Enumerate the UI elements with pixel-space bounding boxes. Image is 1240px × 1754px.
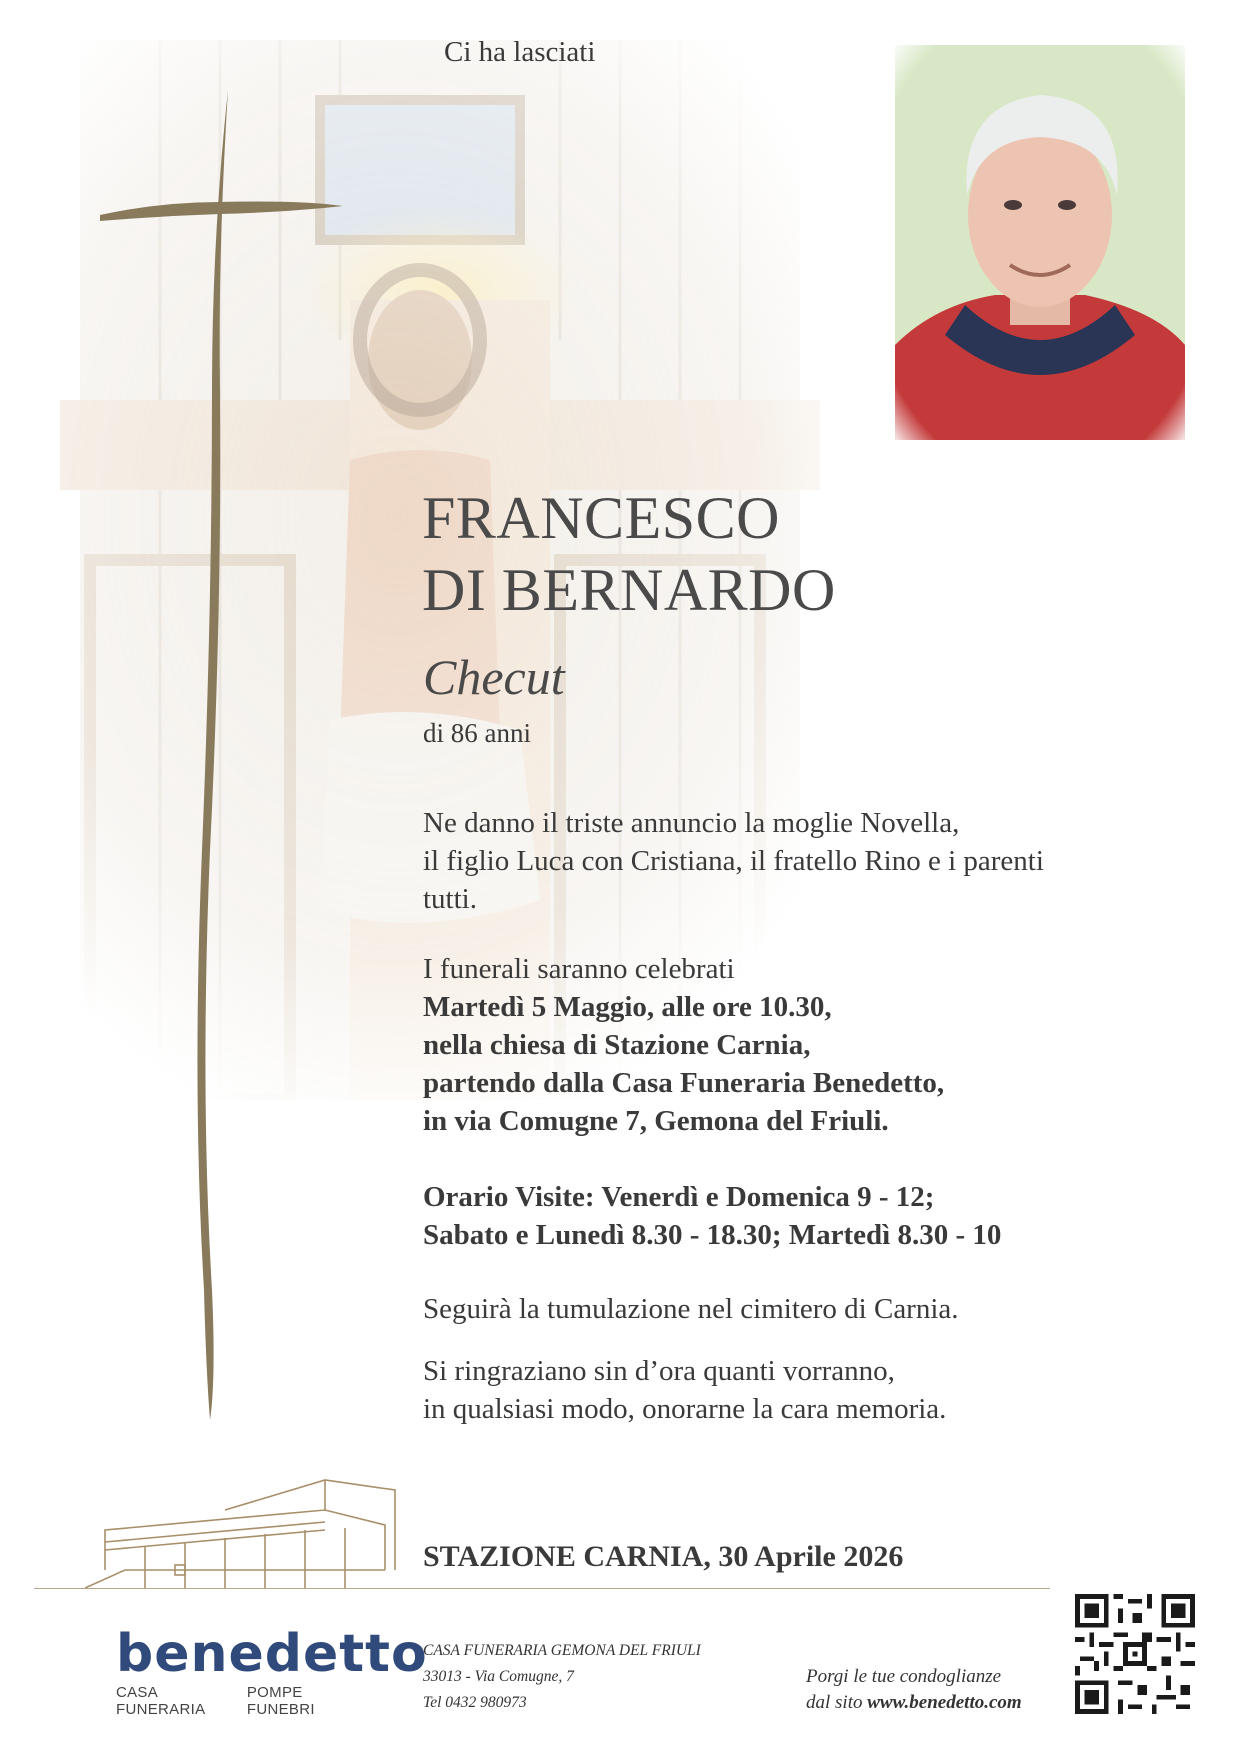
website-link[interactable]: www.benedetto.com bbox=[867, 1692, 1022, 1713]
contact-line: 33013 - Via Comugne, 7 bbox=[423, 1668, 574, 1685]
funeral-line: partendo dalla Casa Funeraria Benedetto, bbox=[423, 1067, 945, 1099]
logo-wordmark: benedetto bbox=[116, 1624, 428, 1684]
funeral-home-building-icon bbox=[85, 1470, 405, 1605]
announcement-line: Ne danno il triste annuncio la moglie Novella, bbox=[423, 807, 960, 839]
burial-text: Seguirà la tumulazione nel cimitero di Carnia. bbox=[423, 1293, 959, 1325]
announcement-paragraph bbox=[423, 804, 1063, 918]
contact-line: Tel 0432 980973 bbox=[423, 1694, 527, 1711]
condolences-line bbox=[806, 1690, 1022, 1716]
thanks-line: Si ringraziano sin d’ora quanti vorranno, bbox=[423, 1355, 895, 1387]
visits-line: Orario Visite: Venerdì e Domenica 9 - 12; bbox=[423, 1181, 935, 1213]
funeral-line: nella chiesa di Stazione Carnia, bbox=[423, 1029, 811, 1061]
thanks-line: in qualsiasi modo, onorarne la cara memoria. bbox=[423, 1393, 947, 1425]
funeral-line: Martedì 5 Maggio, alle ore 10.30, bbox=[423, 991, 832, 1023]
benedetto-logo bbox=[116, 1624, 428, 1718]
deceased-portrait-photo bbox=[895, 45, 1185, 440]
funeral-intro: I funerali saranno celebrati bbox=[423, 953, 735, 985]
footer-divider bbox=[34, 1588, 1050, 1589]
deceased-nickname: Checut bbox=[423, 649, 565, 705]
intro-text: Ci ha lasciati bbox=[444, 36, 596, 68]
visits-line: Sabato e Lunedì 8.30 - 18.30; Martedì 8.30 - 10 bbox=[423, 1219, 1002, 1251]
deceased-age: di 86 anni bbox=[423, 718, 531, 748]
contact-line: CASA FUNERARIA GEMONA DEL FRIULI bbox=[423, 1642, 701, 1659]
thanks-paragraph bbox=[423, 1352, 1063, 1428]
place-and-date: STAZIONE CARNIA, 30 Aprile 2026 bbox=[423, 1540, 904, 1573]
announcement-line: il figlio Luca con Cristiana, il fratello Rino e i parenti bbox=[423, 845, 1044, 877]
deceased-name bbox=[422, 482, 836, 626]
logo-subtitle-left: CASA FUNERARIA bbox=[116, 1684, 206, 1718]
first-name: FRANCESCO bbox=[422, 485, 780, 551]
contact-info bbox=[423, 1638, 701, 1716]
funeral-paragraph bbox=[423, 950, 1063, 1140]
logo-subtitle bbox=[116, 1684, 371, 1718]
funeral-line: in via Comugne 7, Gemona del Friuli. bbox=[423, 1105, 889, 1137]
cross-icon bbox=[100, 90, 350, 1430]
qr-code[interactable] bbox=[1075, 1594, 1195, 1714]
announcement-line: tutti. bbox=[423, 883, 477, 915]
condolences-line: Porgi le tue condoglianze bbox=[806, 1666, 1002, 1687]
visiting-hours bbox=[423, 1178, 1063, 1254]
last-name: DI BERNARDO bbox=[422, 557, 836, 623]
condolences-prefix: dal sito bbox=[806, 1692, 868, 1713]
logo-subtitle-right: POMPE FUNEBRI bbox=[246, 1684, 315, 1718]
condolences-note bbox=[806, 1664, 1022, 1716]
